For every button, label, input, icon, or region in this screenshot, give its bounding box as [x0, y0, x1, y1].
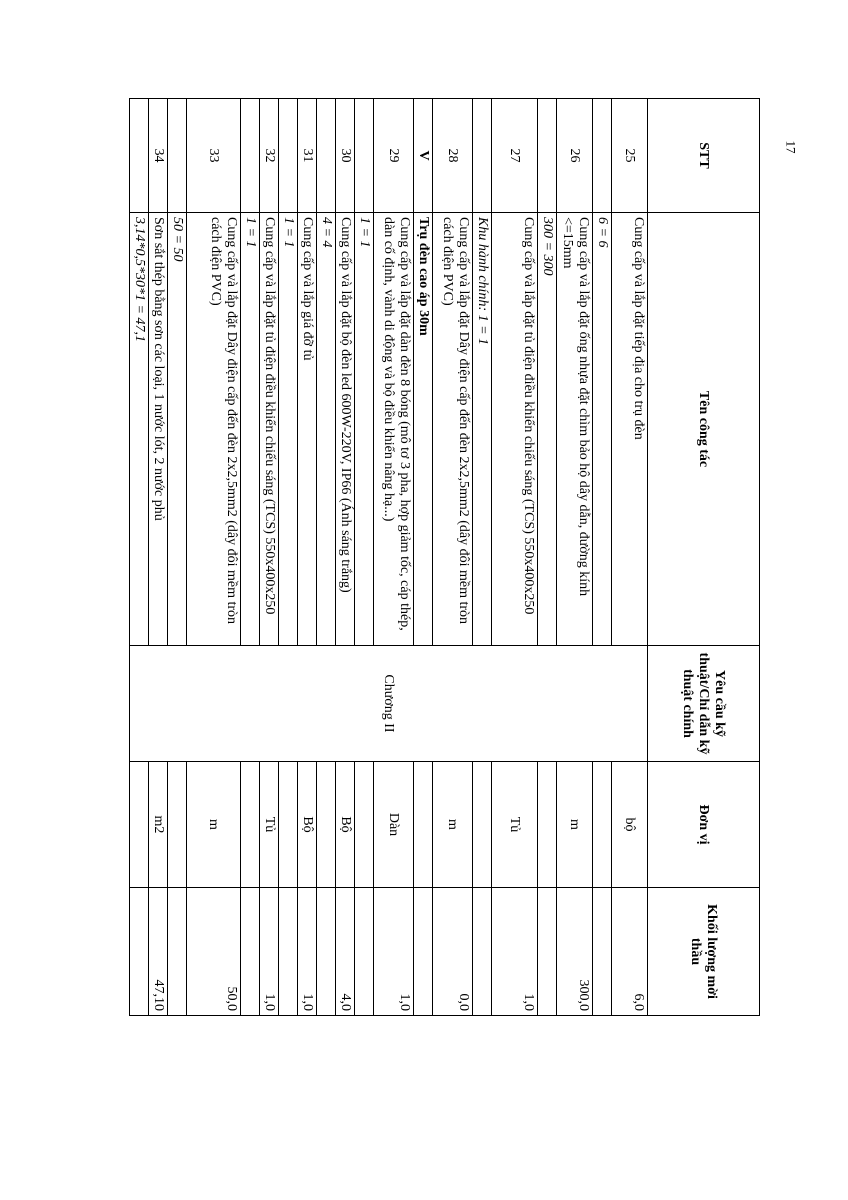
- row-qty: 300,0: [557, 888, 593, 1016]
- row-calc: 6 = 6: [593, 213, 612, 646]
- row-calc: 300 = 300: [538, 213, 557, 646]
- row-stt: 29: [374, 99, 414, 213]
- row-unit: m: [187, 762, 241, 888]
- row-task: Cung cấp và lắp giá đỡ tủ: [298, 213, 317, 646]
- row-task: Sơn sắt thép bằng sơn các loại, 1 nước lót, 2 nước phủ: [149, 213, 168, 646]
- row-task: Cung cấp và lắp đặt Dây điện cấp đến đèn 2x2,5mm2 (dây đôi mềm tròn cách điện PVC): [187, 213, 241, 646]
- row-unit: Tủ: [492, 762, 538, 888]
- row-qty: 50,0: [187, 888, 241, 1016]
- row-qty: 1,0: [374, 888, 414, 1016]
- row-calc: 1 = 1: [279, 213, 298, 646]
- row-stt: 26: [557, 99, 593, 213]
- row-task: Cung cấp và lắp đặt ống nhựa đặt chìm bảo hộ dây dẫn, đường kính <=15mm: [557, 213, 593, 646]
- row-task: Cung cấp và lắp đặt Dây điện cấp đến đèn 2x2,5mm2 (dây đôi mềm tròn cách điện PVC): [433, 213, 473, 646]
- row-unit: Tủ: [260, 762, 279, 888]
- row-calc: 3,14*0,5*30*1 = 47,1: [130, 213, 149, 646]
- row-stt: 28: [433, 99, 473, 213]
- row-task: Cung cấp và lắp đặt tủ điện điều khiển chiếu sáng (TCS) 550x400x250: [492, 213, 538, 646]
- header-khoi-luong: Khối lượng mời thầu: [648, 888, 760, 1016]
- section-stt: V: [414, 99, 433, 213]
- row-stt: 33: [187, 99, 241, 213]
- row-stt: 25: [612, 99, 648, 213]
- row-qty: 0,0: [433, 888, 473, 1016]
- row-unit: m: [557, 762, 593, 888]
- section-title: Trụ đèn cao áp 30m: [414, 213, 433, 646]
- row-stt: 34: [149, 99, 168, 213]
- row-stt: 30: [336, 99, 355, 213]
- row-unit: m: [433, 762, 473, 888]
- row-calc: 50 = 50: [168, 213, 187, 646]
- rotated-content: [40, 98, 760, 1126]
- row-unit: bộ: [612, 762, 648, 888]
- row-task: Cung cấp và lắp đặt tiếp địa cho trụ đèn: [612, 213, 648, 646]
- row-unit: Bộ: [336, 762, 355, 888]
- row-stt: 32: [260, 99, 279, 213]
- row-unit: Dàn: [374, 762, 414, 888]
- header-yeu-cau: Yêu cầu kỹ thuật/Chỉ dẫn kỹ thuật chính: [648, 646, 760, 762]
- row-calc: Khu hành chính: 1 = 1: [473, 213, 492, 646]
- row-calc: 1 = 1: [355, 213, 374, 646]
- row-unit: Bộ: [298, 762, 317, 888]
- row-unit: m2: [149, 762, 168, 888]
- header-ten-cong-tac: Tên công tác: [648, 213, 760, 646]
- row-task: Cung cấp và lắp đặt bộ đèn led 600W-220V, IP66 (Ánh sáng trắng): [336, 213, 355, 646]
- row-qty: 1,0: [260, 888, 279, 1016]
- row-qty: 4,0: [336, 888, 355, 1016]
- row-task: Cung cấp và lắp đặt dàn đèn 8 bóng (mô tơ 3 pha, hợp giảm tốc, cáp thép, dàn cố định, vành di động và bộ điều khiển nâng hạ...): [374, 213, 414, 646]
- row-qty: 1,0: [298, 888, 317, 1016]
- row-task: Cung cấp và lắp đặt tủ điện điều khiển chiếu sáng (TCS) 550x400x250: [260, 213, 279, 646]
- page-number: 17: [783, 140, 799, 154]
- row-stt: 27: [492, 99, 538, 213]
- row-qty: 6,0: [612, 888, 648, 1016]
- row-calc: 4 = 4: [317, 213, 336, 646]
- header-don-vi: Đơn vị: [648, 762, 760, 888]
- bid-quantity-table: [129, 98, 760, 1016]
- row-calc: 1 = 1: [241, 213, 260, 646]
- row-qty: 47,10: [149, 888, 168, 1016]
- row-stt: 31: [298, 99, 317, 213]
- chapter-ref: Chương II: [130, 646, 648, 762]
- row-qty: 1,0: [492, 888, 538, 1016]
- header-stt: STT: [648, 99, 760, 213]
